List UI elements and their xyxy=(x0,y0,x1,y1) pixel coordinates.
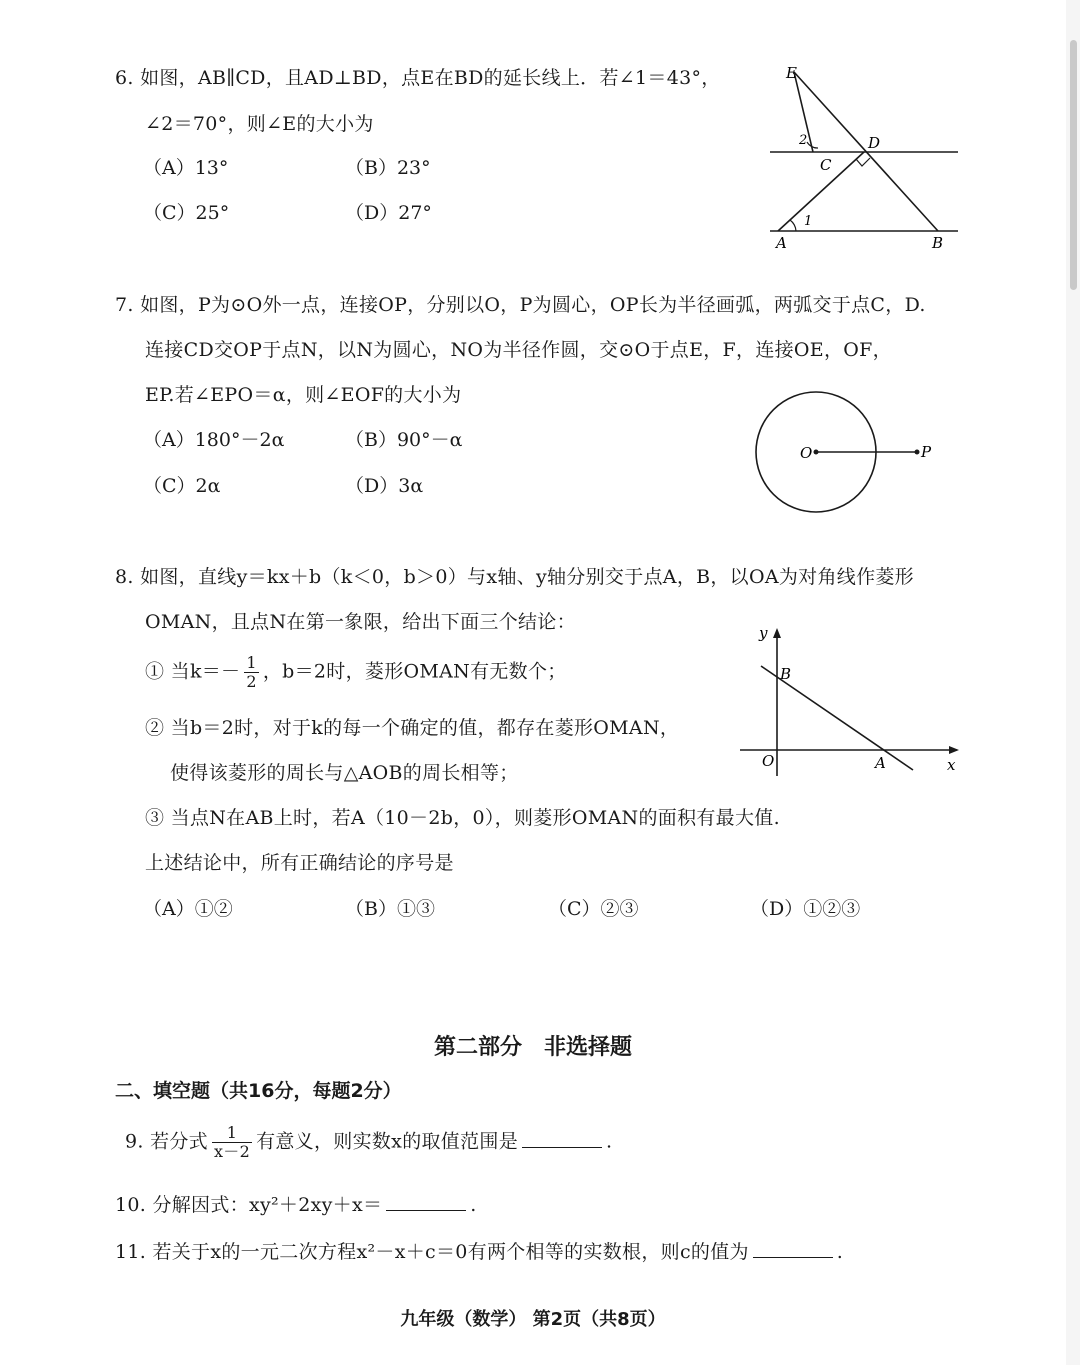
q8-figure xyxy=(735,620,965,780)
q7-stem-line2: 连接CD交OP于点N，以N为圆心，NO为半径作圆，交⊙O于点E，F，连接OE，OF， xyxy=(145,339,892,361)
q11-end: . xyxy=(836,1241,844,1263)
q8-c1-fraction xyxy=(244,654,258,691)
q10-prefix: 10. 分解因式：xy²＋2xy＋x＝ xyxy=(115,1194,383,1216)
q6-label-b: B xyxy=(932,234,944,252)
q8-label-a: A xyxy=(875,754,886,772)
q6-option-b: （B）23° xyxy=(345,157,431,179)
q10-stem xyxy=(115,1192,477,1217)
q8-label-y: y xyxy=(759,624,768,642)
part2-title: 第二部分 非选择题 xyxy=(433,1035,632,1060)
q7-label-o: O xyxy=(800,444,813,462)
q9-answer-blank[interactable] xyxy=(522,1129,602,1148)
q8-conclusion-2a: ② 当b＝2时，对于k的每一个确定的值，都存在菱形OMAN， xyxy=(145,717,680,739)
q8-label-o: O xyxy=(762,752,775,770)
q7-option-c: （C）2α xyxy=(143,475,221,497)
q6-angle-1: 1 xyxy=(804,214,813,229)
q7-label-p: P xyxy=(921,443,932,461)
q11-answer-blank[interactable] xyxy=(753,1239,833,1258)
q8-option-c: （C）②③ xyxy=(548,898,639,920)
q7-stem-line1: 7. 如图，P为⊙O外一点，连接OP，分别以O，P为圆心，OP长为半径画弧，两弧交于点C，D. xyxy=(115,294,926,316)
q8-label-x: x xyxy=(947,756,956,774)
q9-stem xyxy=(125,1124,612,1170)
q9-end: . xyxy=(606,1130,613,1153)
q7-option-a: （A）180°－2α xyxy=(143,429,285,451)
section2-heading: 二、填空题（共16分，每题2分） xyxy=(115,1080,402,1102)
q6-label-a: A xyxy=(776,234,787,252)
q8-option-a: （A）①② xyxy=(143,898,233,920)
q6-label-e: E xyxy=(786,64,797,82)
q8-c1-prefix: ① 当k＝－ xyxy=(145,660,241,683)
q6-label-d: D xyxy=(868,134,881,152)
q8-label-b: B xyxy=(780,665,792,683)
q8-c1-numerator: 1 xyxy=(246,653,257,672)
q6-option-c: （C）25° xyxy=(143,202,230,224)
q6-angle-2: 2 xyxy=(799,133,808,148)
q6-option-d: （D）27° xyxy=(345,202,432,224)
q9-fraction xyxy=(212,1124,252,1161)
q6-option-a: （A）13° xyxy=(143,157,229,179)
q10-end: . xyxy=(470,1194,477,1216)
q11-stem xyxy=(115,1239,843,1264)
q8-option-d: （D）①②③ xyxy=(750,898,861,920)
q10-answer-blank[interactable] xyxy=(386,1192,466,1211)
q9-suffix: 有意义，则实数x的取值范围是 xyxy=(256,1130,518,1153)
q6-stem-line2: ∠2＝70°，则∠E的大小为 xyxy=(145,113,374,135)
q8-stem-line2: OMAN，且点N在第一象限，给出下面三个结论： xyxy=(145,611,576,633)
q8-c1-denominator: 2 xyxy=(246,672,257,691)
q8-question: 上述结论中，所有正确结论的序号是 xyxy=(145,852,454,874)
scrollbar-thumb[interactable] xyxy=(1070,40,1077,290)
q8-c1-suffix: ，b＝2时，菱形OMAN有无数个； xyxy=(262,660,567,683)
q9-prefix: 9. 若分式 xyxy=(125,1130,208,1153)
q6-stem-line1: 6. 如图，AB∥CD，且AD⊥BD，点E在BD的延长线上．若∠1＝43°， xyxy=(115,67,721,89)
q7-figure xyxy=(745,388,945,518)
q8-conclusion-3: ③ 当点N在AB上时，若A（10－2b，0），则菱形OMAN的面积有最大值. xyxy=(145,807,780,829)
q8-stem-line1: 8. 如图，直线y＝kx＋b（k＜0，b＞0）与x轴、y轴分别交于点A，B，以OA为对角线作菱形 xyxy=(115,566,914,588)
q7-option-d: （D）3α xyxy=(345,475,424,497)
q8-conclusion-1 xyxy=(145,654,567,700)
q9-denominator: x－2 xyxy=(213,1142,251,1161)
q8-option-b: （B）①③ xyxy=(345,898,435,920)
q6-figure xyxy=(760,58,965,258)
q11-prefix: 11. 若关于x的一元二次方程x²－x＋c＝0有两个相等的实数根，则c的值为 xyxy=(115,1241,749,1263)
q8-conclusion-2b: 使得该菱形的周长与△AOB的周长相等； xyxy=(170,762,519,784)
page-footer: 九年级（数学） 第2页（共8页） xyxy=(400,1309,666,1330)
q7-option-b: （B）90°－α xyxy=(345,429,463,451)
q6-label-c: C xyxy=(820,156,832,174)
q7-stem-line3: EP.若∠EPO＝α，则∠EOF的大小为 xyxy=(145,384,462,406)
vertical-scrollbar[interactable] xyxy=(1066,0,1080,1365)
q9-numerator: 1 xyxy=(212,1124,252,1143)
